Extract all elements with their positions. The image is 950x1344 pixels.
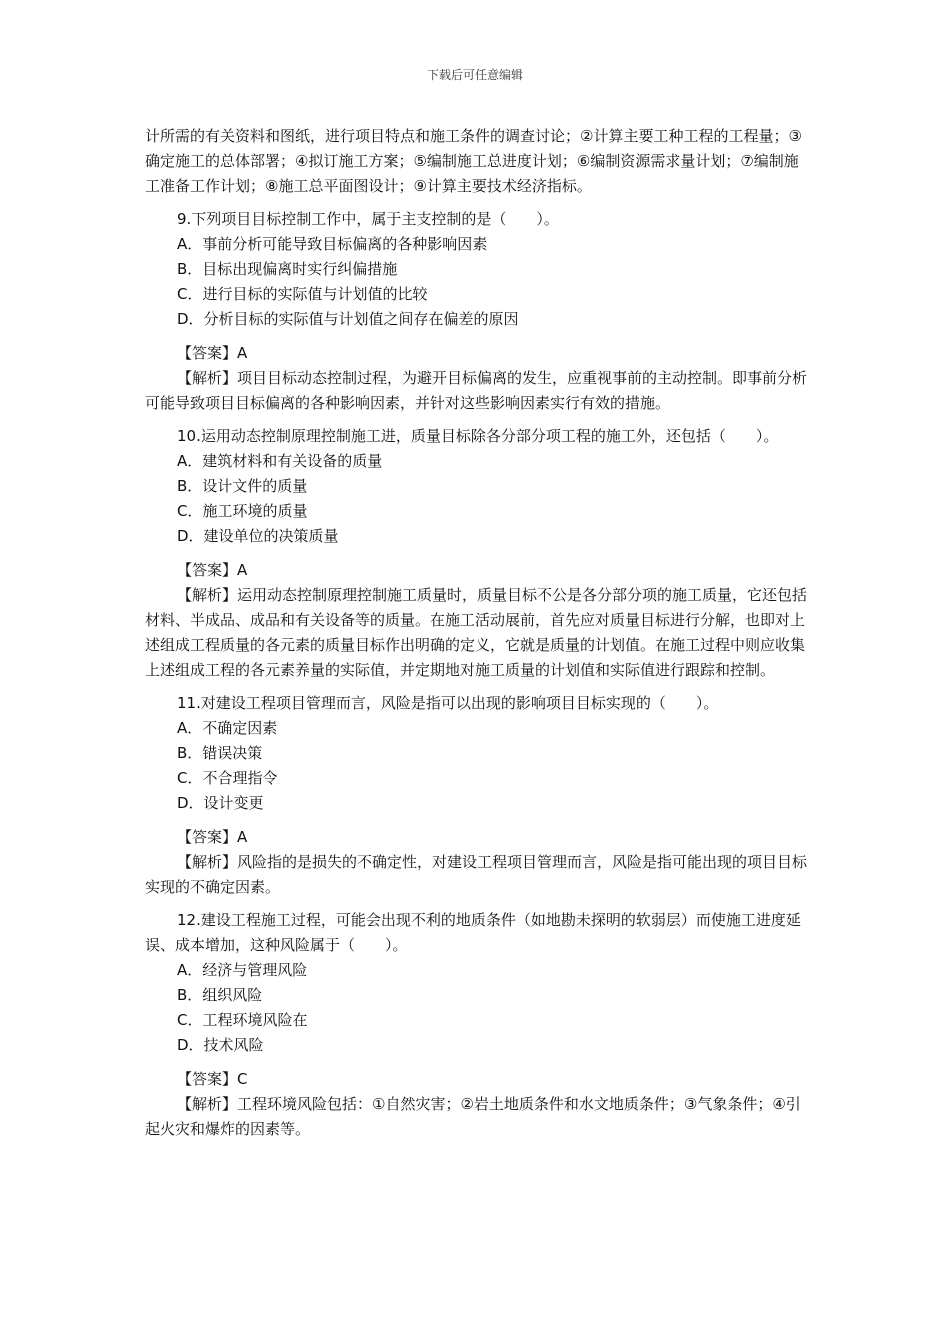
answer-line: 【答案】C xyxy=(177,1070,248,1088)
option-item: D．技术风险 xyxy=(177,1036,264,1054)
answer-line: 【答案】A xyxy=(177,828,248,846)
question-block xyxy=(145,908,810,1142)
option-item: D．分析目标的实际值与计划值之间存在偏差的原因 xyxy=(177,310,519,328)
question-block xyxy=(145,691,810,900)
document-body xyxy=(145,124,810,1142)
intro-paragraph: 计所需的有关资料和图纸，进行项目特点和施工条件的调查讨论；②计算主要工种工程的工程量；③确定施工的总体部署；④拟订施工方案；⑤编制施工总进度计划；⑥编制资源需求量计划；⑦编制施工准备工作计划；⑧施工总平面图设计；⑨计算主要技术经济指标。 xyxy=(145,127,802,195)
option-item: D．建设单位的决策质量 xyxy=(177,527,339,545)
question-stem: 12.建设工程施工过程，可能会出现不利的地质条件（如地勘未探明的软弱层）而使施工进度延误、成本增加，这种风险属于（ ）。 xyxy=(145,911,801,954)
option-item: C．不合理指令 xyxy=(177,769,278,787)
option-item: B．设计文件的质量 xyxy=(177,477,308,495)
option-item: A．经济与管理风险 xyxy=(177,961,308,979)
option-item: A．事前分析可能导致目标偏离的各种影响因素 xyxy=(177,235,488,253)
option-item: A．建筑材料和有关设备的质量 xyxy=(177,452,383,470)
analysis-paragraph: 【解析】风险指的是损失的不确定性，对建设工程项目管理而言，风险是指可能出现的项目目标实现的不确定因素。 xyxy=(145,853,808,896)
option-item: B．目标出现偏离时实行纠偏措施 xyxy=(177,260,398,278)
analysis-paragraph: 【解析】项目目标动态控制过程，为避开目标偏离的发生，应重视事前的主动控制。即事前分析可能导致项目目标偏离的各种影响因素，并针对这些影响因素实行有效的措施。 xyxy=(145,369,808,412)
option-item: A．不确定因素 xyxy=(177,719,278,737)
answer-line: 【答案】A xyxy=(177,561,248,579)
option-item: C．工程环境风险在 xyxy=(177,1011,308,1029)
analysis-paragraph: 【解析】工程环境风险包括：①自然灾害；②岩土地质条件和水文地质条件；③气象条件；④引起火灾和爆炸的因素等。 xyxy=(145,1095,801,1138)
question-block xyxy=(145,207,810,416)
option-item: D．设计变更 xyxy=(177,794,264,812)
question-stem: 9.下列项目目标控制工作中，属于主支控制的是（ ）。 xyxy=(177,210,559,228)
option-item: B．组织风险 xyxy=(177,986,263,1004)
question-stem: 11.对建设工程项目管理而言，风险是指可以出现的影响项目目标实现的（ ）。 xyxy=(177,694,719,712)
page-header: 下载后可任意编辑 xyxy=(426,68,523,82)
answer-line: 【答案】A xyxy=(177,344,248,362)
option-item: B．错误决策 xyxy=(177,744,263,762)
question-block xyxy=(145,424,810,683)
option-item: C．进行目标的实际值与计划值的比较 xyxy=(177,285,428,303)
option-item: C．施工环境的质量 xyxy=(177,502,308,520)
question-stem: 10.运用动态控制原理控制施工进，质量目标除各分部分项工程的施工外，还包括（ ）。 xyxy=(177,427,779,445)
analysis-paragraph: 【解析】运用动态控制原理控制施工质量时，质量目标不公是各分部分项的施工质量，它还包括材料、半成品、成品和有关设备等的质量。在施工活动展前，首先应对质量目标进行分解，也即对上述组成工程质量的各元素的质量目标作出明确的定义，它就是质量的计划值。在施工过程中则应收集上述组成工程的各元素养量的实际值，并定期地对施工质量的计划值和实际值进行跟踪和控制。 xyxy=(145,586,808,679)
